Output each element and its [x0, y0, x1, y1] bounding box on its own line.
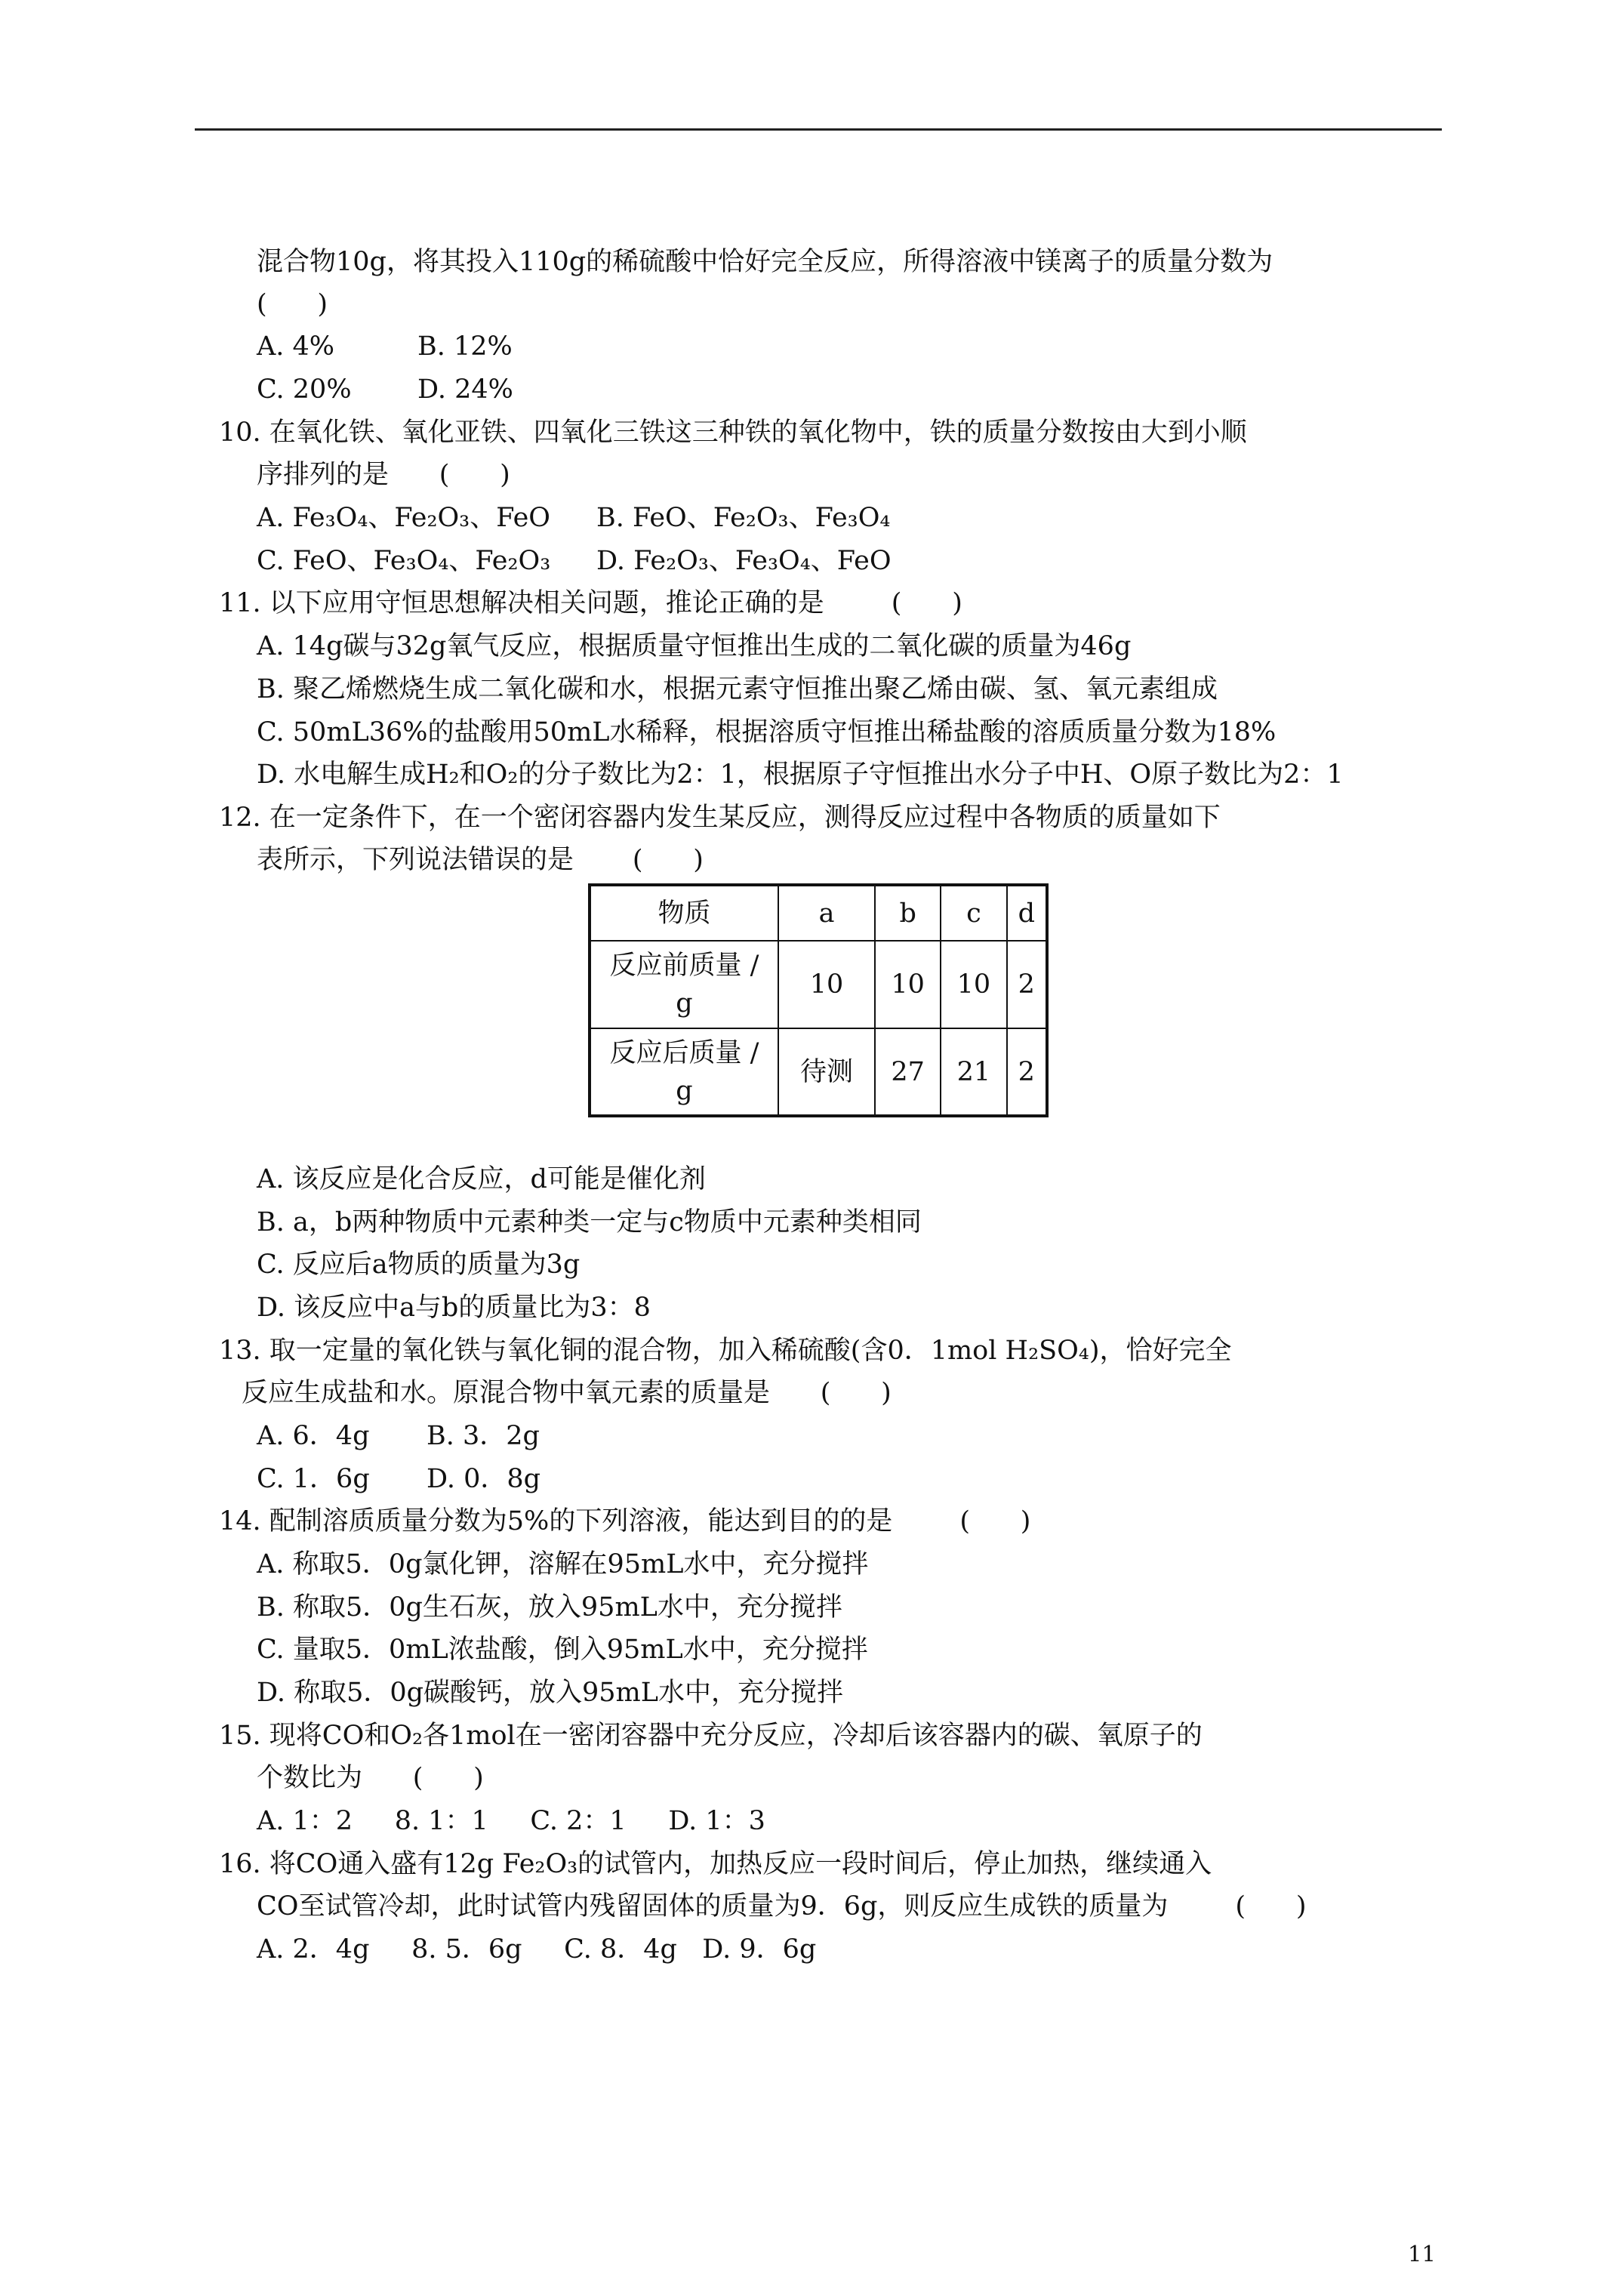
- q14-option-a: A. 称取5．0g氯化钾，溶解在95mL水中，充分搅拌: [257, 1549, 869, 1579]
- q13-option-d: D. 0．8g: [427, 1464, 541, 1494]
- q10-option-c: C. FeO、Fe₃O₄、Fe₂O₃: [257, 546, 551, 576]
- q15-stem-line2: 个数比为 ( ): [257, 1763, 484, 1793]
- q11-option-a: A. 14g碳与32g氧气反应，根据质量守恒推出生成的二氧化碳的质量为46g: [257, 631, 1132, 661]
- q10-option-b: B. FeO、Fe₂O₃、Fe₃O₄: [596, 503, 891, 533]
- header-rule: [195, 128, 1442, 131]
- q14-stem: 14. 配制溶质质量分数为5%的下列溶液，能达到目的的是 ( ): [219, 1506, 1031, 1536]
- q12-option-b: B. a，b两种物质中元素种类一定与c物质中元素种类相同: [257, 1207, 922, 1237]
- table-cell: 2: [1007, 1028, 1047, 1116]
- q14-option-b: B. 称取5．0g生石灰，放入95mL水中，充分搅拌: [257, 1592, 842, 1623]
- q11-stem: 11. 以下应用守恒思想解决相关问题，推论正确的是 ( ): [219, 588, 962, 618]
- q14-option-d: D. 称取5．0g碳酸钙，放入95mL水中，充分搅拌: [257, 1678, 843, 1708]
- table-cell: 10: [778, 941, 875, 1028]
- row-label: [590, 941, 778, 1028]
- q9-option-a: A. 4%: [257, 331, 335, 362]
- q9-option-d: D. 24%: [417, 374, 513, 405]
- table-header-cell: a: [778, 885, 875, 941]
- q14-option-c: C. 量取5．0mL浓盐酸，倒入95mL水中，充分搅拌: [257, 1635, 868, 1665]
- table-header-cell: c: [941, 885, 1006, 941]
- q9-answer-blank: ( ): [257, 289, 328, 319]
- q9-option-c: C. 20%: [257, 374, 352, 405]
- q13-option-a: A. 6．4g: [257, 1421, 370, 1451]
- q11-option-b: B. 聚乙烯燃烧生成二氧化碳和水，根据元素守恒推出聚乙烯由碳、氢、氧元素组成: [257, 674, 1218, 704]
- table-row: [590, 1028, 1047, 1116]
- q13-option-b: B. 3．2g: [427, 1421, 540, 1451]
- row-label-unit: g: [676, 988, 693, 1019]
- table-header-row: [590, 885, 1047, 941]
- page-number: 11: [1408, 2241, 1436, 2267]
- table-cell: 27: [875, 1028, 941, 1116]
- table-header-cell: 物质: [590, 885, 778, 941]
- table-header-cell: d: [1007, 885, 1047, 941]
- q13-option-c: C. 1．6g: [257, 1464, 370, 1494]
- q16-stem-line1: 16. 将CO通入盛有12g Fe₂O₃的试管内，加热反应一段时间后，停止加热，继续通入: [219, 1849, 1212, 1879]
- q12-option-c: C. 反应后a物质的质量为3g: [257, 1250, 581, 1280]
- table-cell: 10: [941, 941, 1006, 1028]
- row-label-unit: g: [676, 1075, 693, 1106]
- q12-stem-line1: 12. 在一定条件下，在一个密闭容器内发生某反应，测得反应过程中各物质的质量如下: [219, 803, 1221, 833]
- table-cell: 待测: [778, 1028, 875, 1116]
- q12-option-d: D. 该反应中a与b的质量比为3：8: [257, 1293, 651, 1323]
- table-cell: 2: [1007, 941, 1047, 1028]
- table-cell: 21: [941, 1028, 1006, 1116]
- q9-option-b: B. 12%: [417, 331, 513, 362]
- q11-option-d: D. 水电解生成H₂和O₂的分子数比为2：1，根据原子守恒推出水分子中H、O原子数比为2：1: [257, 760, 1344, 790]
- row-label: [590, 1028, 778, 1116]
- table-row: [590, 941, 1047, 1028]
- q13-stem-line1: 13. 取一定量的氧化铁与氧化铜的混合物，加入稀硫酸(含0．1mol H₂SO₄)，恰好完全: [219, 1336, 1232, 1366]
- q12-option-a: A. 该反应是化合反应，d可能是催化剂: [257, 1164, 706, 1194]
- q16-stem-line2: CO至试管冷却，此时试管内残留固体的质量为9．6g，则反应生成铁的质量为 ( ): [257, 1891, 1307, 1922]
- q11-option-c: C. 50mL36%的盐酸用50mL水稀释，根据溶质守恒推出稀盐酸的溶质质量分数为18%: [257, 717, 1277, 747]
- q10-stem-line2: 序排列的是 ( ): [257, 460, 510, 490]
- table-cell: 10: [875, 941, 941, 1028]
- q15-stem-line1: 15. 现将CO和O₂各1mol在一密闭容器中充分反应，冷却后该容器内的碳、氧原子的: [219, 1721, 1203, 1751]
- table-header-cell: b: [875, 885, 941, 941]
- q10-stem-line1: 10. 在氧化铁、氧化亚铁、四氧化三铁这三种铁的氧化物中，铁的质量分数按由大到小顺: [219, 418, 1247, 448]
- q12-stem-line2: 表所示，下列说法错误的是 ( ): [257, 845, 704, 875]
- q10-option-d: D. Fe₂O₃、Fe₃O₄、FeO: [596, 546, 892, 576]
- q13-stem-line2: 反应生成盐和水。原混合物中氧元素的质量是 ( ): [242, 1378, 892, 1408]
- q15-options: A. 1：2 8. 1：1 C. 2：1 D. 1：3: [257, 1806, 765, 1836]
- q9-stem-line1: 混合物10g，将其投入110g的稀硫酸中恰好完全反应，所得溶液中镁离子的质量分数为: [257, 247, 1273, 277]
- row-label-line1: 反应后质量 /: [609, 1037, 759, 1068]
- q16-options: A. 2．4g 8. 5．6g C. 8．4g D. 9．6g: [257, 1934, 817, 1965]
- q10-option-a: A. Fe₃O₄、Fe₂O₃、FeO: [257, 503, 550, 533]
- row-label-line1: 反应前质量 /: [609, 951, 759, 981]
- mass-data-table: [588, 883, 1049, 1117]
